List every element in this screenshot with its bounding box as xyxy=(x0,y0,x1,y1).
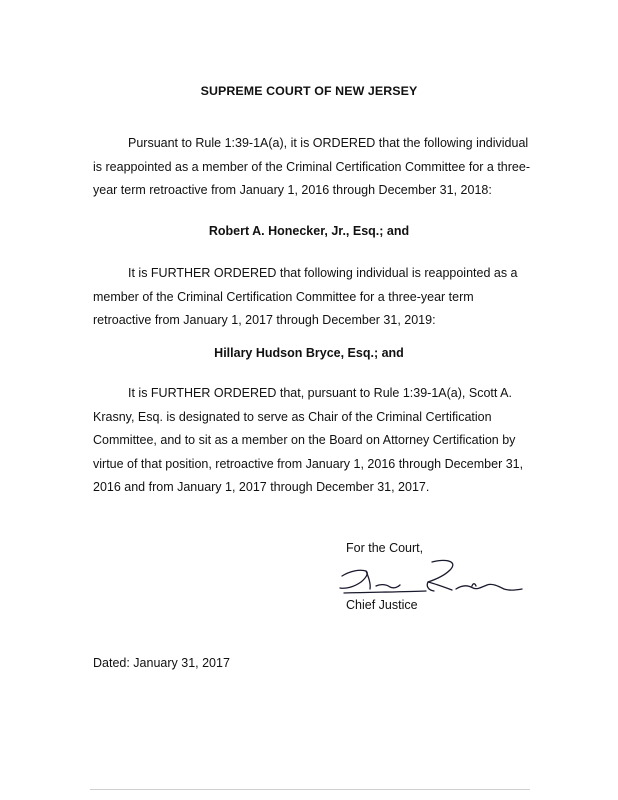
closing-line: For the Court, xyxy=(346,541,424,555)
page-bottom-divider xyxy=(90,789,530,790)
signer-title: Chief Justice xyxy=(346,598,418,612)
appointee-name-2: Hillary Hudson Bryce, Esq.; and xyxy=(214,346,404,360)
order-paragraph-2: It is FURTHER ORDERED that following individual is reappointed as a member of the Criminal Certification Committee for a three-year term retroactive from January 1, 2017 through December 31, 2019: xyxy=(93,266,518,327)
order-paragraph-3: It is FURTHER ORDERED that, pursuant to Rule 1:39-1A(a), Scott A. Krasny, Esq. is designated to serve as Chair of the Criminal Certification Committee, and to sit as a member on the Board on Attorney Certification by virtue of that position, retroactive from January 1, 2016 through December 31, 2016 and from January 1, 2017 through December 31, 2017. xyxy=(93,386,524,494)
appointee-name-1: Robert A. Honecker, Jr., Esq.; and xyxy=(208,224,410,238)
date-line: Dated: January 31, 2017 xyxy=(93,656,230,670)
order-paragraph-1: Pursuant to Rule 1:39-1A(a), it is ORDERED that the following individual is reappointed as a member of the Criminal Certification Committee for a three-year term retroactive from January 1, 2016 through December 31, 2018: xyxy=(93,136,530,197)
court-heading: SUPREME COURT OF NEW JERSEY xyxy=(200,84,418,98)
signature-icon xyxy=(336,556,526,600)
